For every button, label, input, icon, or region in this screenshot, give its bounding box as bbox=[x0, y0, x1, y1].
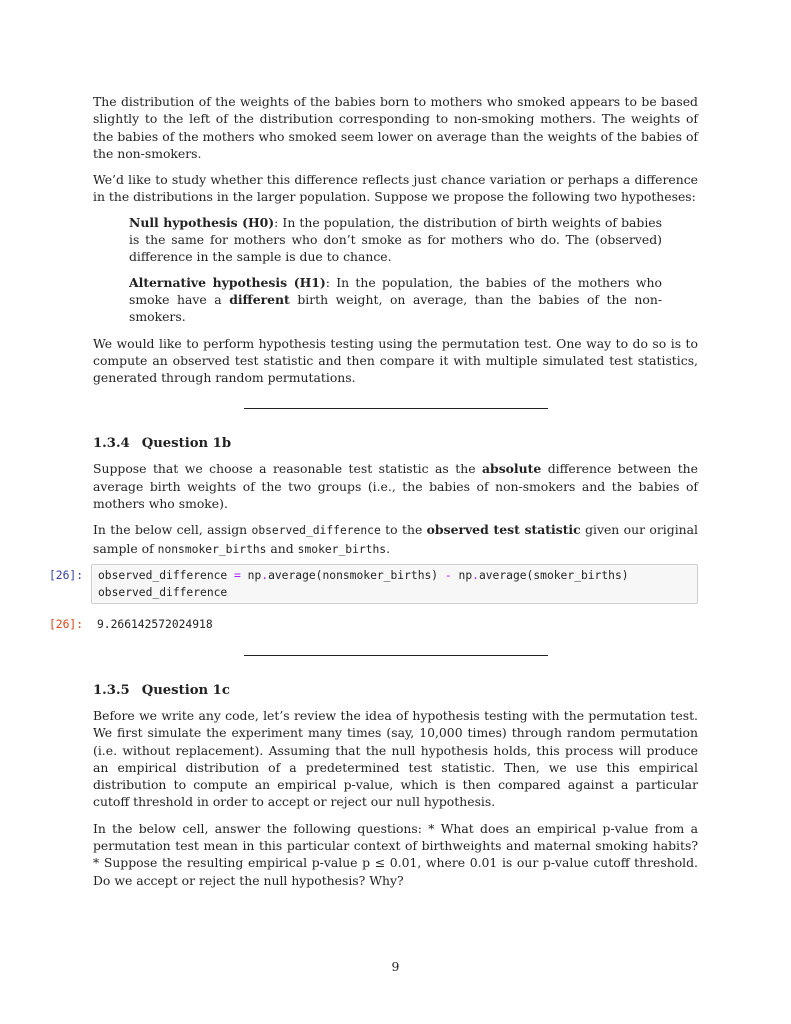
intro-paragraph-3: We would like to perform hypothesis testing using the permutation test. One way to do so is to compute an observed test statistic and then compare it with multiple simulated test statistics, generated through random permutations. bbox=[93, 335, 698, 386]
intro-paragraph-2: We’d like to study whether this difference reflects just chance variation or perhaps a difference in the distributions in the larger population. Suppose we propose the following two hypotheses: bbox=[93, 172, 698, 205]
q1c-paragraph-2: In the below cell, answer the following questions: * What does an empirical p-value from a permutation test mean in this particular context of birthweights and maternal smoking habits? * Suppose the resulting empirical p-value p ≤ 0.01, where 0.01 is our p-value cutoff threshold. Do we accept or reject the null hypothesis? Why? bbox=[93, 820, 698, 888]
output-prompt: [26]: bbox=[49, 617, 84, 631]
section-heading-q1c: 1.3.5 Question 1c bbox=[93, 682, 230, 698]
q1b-paragraph-1: Suppose that we choose a reasonable test statistic as the absolute difference between the average birth weights of the two groups (i.e., the babies of non-smokers and the babies of mothers who smoke). bbox=[93, 461, 698, 512]
input-prompt: [26]: bbox=[49, 568, 84, 582]
section-heading-q1b: 1.3.4 Question 1b bbox=[93, 436, 232, 452]
code-cell[interactable] bbox=[49, 564, 698, 604]
alternative-hypothesis: Alternative hypothesis (H1): In the population, the babies of the mothers who smoke have a different birth weight, on average, than the babies of the non-smokers. bbox=[129, 274, 663, 325]
intro-paragraph-1: The distribution of the weights of the babies born to mothers who smoked appears to be based slightly to the left of the distribution corresponding to non-smoking mothers. The weights of the babies of the mothers who smoked seem lower on average than the weights of the babies of the non-smokers. bbox=[93, 94, 698, 161]
alternative-hypothesis-label: Alternative hypothesis (H1) bbox=[129, 274, 326, 290]
q1c-paragraph-1: Before we write any code, let’s review the idea of hypothesis testing with the permutation test. We first simulate the experiment many times (say, 10,000 times) through random permutation (i.e. without replacement). Assuming that the null hypothesis holds, this process will produce an empirical distribution of a predetermined test statistic. Then, we use this empirical distribution to compute an empirical p-value, which is then compared against a particular cutoff threshold in order to accept or reject our null hypothesis. bbox=[93, 707, 698, 810]
q1b-paragraph-2: In the below cell, assign observed_difference to the observed test statistic given our original sample of nonsmoker_births and smoker_births. bbox=[93, 522, 698, 556]
page-content bbox=[49, 93, 698, 889]
page-number: 9 bbox=[391, 959, 400, 974]
null-hypothesis bbox=[129, 214, 662, 266]
output-value: 9.266142572024918 bbox=[97, 617, 213, 631]
null-hypothesis-label: Null hypothesis (H0) bbox=[129, 214, 275, 230]
code-input[interactable]: observed_difference = np.average(nonsmoker_births) - np.average(smoker_births) observed_difference bbox=[91, 564, 698, 604]
output-cell bbox=[49, 616, 698, 633]
null-hypothesis-text: : In the population, the distribution of birth weights of babies is the same for mothers who don’t smoke as for mothers who do. The (observed) difference in the sample is due to chance. bbox=[129, 214, 662, 265]
